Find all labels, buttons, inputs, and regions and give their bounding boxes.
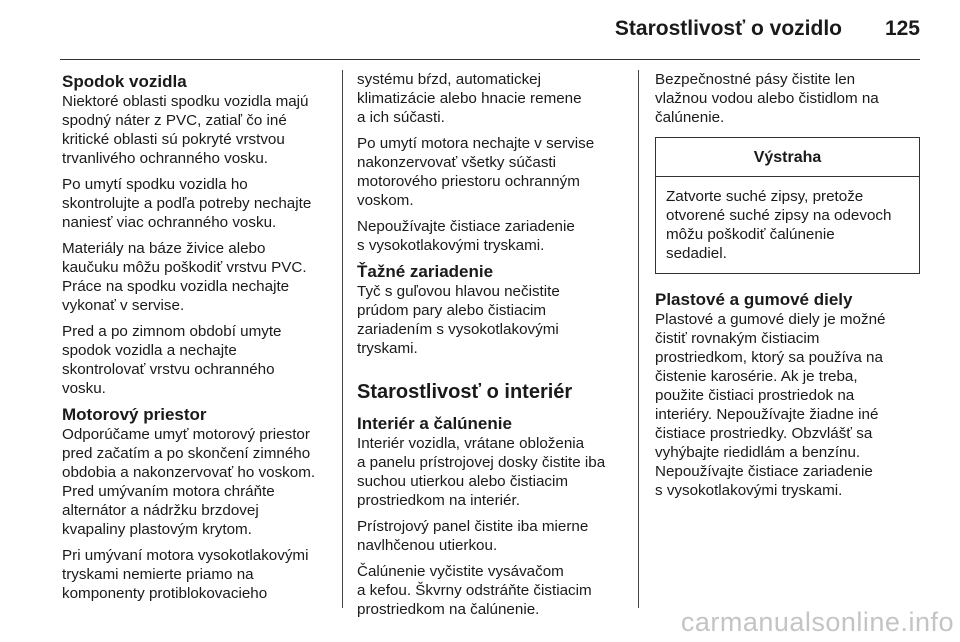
paragraph: Pri umývaní motora vysokotlakovými tryskami nemierte priamo na komponenty protiblokovacieho [62,547,309,602]
paragraph: Po umytí spodku vozidla ho skontrolujte a podľa potreby nechajte naniesť viac ochranného vosku. [62,176,312,231]
section-heading-motor: Motorový priestor [62,405,207,424]
paragraph: Niektoré oblasti spodku vozidla majú spodný náter z PVC, zatiaľ čo iné kritické oblasti sú pokryté vrstvou trvanlivého ochranného vosku. [62,93,309,167]
paragraph: Tyč s guľovou hlavou nečistite prúdom pary alebo čistiacim zariadením s vysokotlakovými tryskami. [357,283,560,357]
paragraph: Materiály na báze živice alebo kaučuku môžu poškodiť vrstvu PVC. Práce na spodku vozidla nechajte vykonať v servise. [62,240,307,314]
page-header [60,0,920,60]
paragraph: Prístrojový panel čistite iba mierne navlhčenou utierkou. [357,518,589,554]
section-heading-plastove: Plastové a gumové diely [655,290,853,309]
page-title: Starostlivosť o vozidlo [614,17,842,40]
paragraph: Odporúčame umyť motorový priestor pred začatím a po skončení zimného obdobia a nakonzervovať ho voskom. Pred umývaním motora chráňte alternátor a nádržku brzdovej kvapaliny plastovým krytom. [62,426,316,538]
column-right [655,70,920,507]
paragraph: Čalúnenie vyčistite vysávačom a kefou. Škvrny odstráňte čistiacim prostriedkom na čalúnenie. [357,563,592,618]
warning-box [655,137,920,274]
warning-text: Zatvorte suché zipsy, pretože otvorené suché zipsy na odevoch môžu poškodiť čalúnenie sedadiel. [666,188,892,262]
warning-title: Výstraha [656,138,919,177]
section-heading-spodok: Spodok vozidla [62,72,187,91]
column-divider [342,70,343,608]
column-left [62,70,332,610]
paragraph: Bezpečnostné pásy čistite len vlažnou vodou alebo čistidlom na čalúnenie. [655,71,879,126]
section-heading-calunenie: Interiér a čalúnenie [357,414,512,433]
paragraph: Po umytí motora nechajte v servise nakonzervovať všetky súčasti motorového priestoru ochranným voskom. [357,135,595,209]
paragraph: Pred a po zimnom období umyte spodok vozidla a nechajte skontrolovať vrstvu ochranného vosku. [62,323,282,397]
paragraph: systému bŕzd, automatickej klimatizácie alebo hnacie remene a ich súčasti. [357,71,582,126]
column-divider [638,70,639,608]
chapter-heading-interier: Starostlivosť o interiér [357,381,573,403]
paragraph: Interiér vozidla, vrátane obloženia a panelu prístrojovej dosky čistite iba suchou utierkou alebo čistiacim prostriedkom na interiér. [357,435,606,509]
paragraph: Nepoužívajte čistiace zariadenie s vysokotlakovými tryskami. [357,218,575,254]
column-middle [357,70,632,626]
page-number: 125 [884,17,920,40]
section-heading-tazne: Ťažné zariadenie [357,262,494,281]
watermark: carmanualsonline.info [680,607,954,637]
paragraph: Plastové a gumové diely je možné čistiť rovnakým čistiacim prostriedkom, ktorý sa používa na čistenie karosérie. Ak je treba, použite čistiaci prostriedok na interiéry. Nepoužívajte žiadne iné čistiace prostriedky. Obzvlášť sa vyhýbajte riedidlám a benzínu. Nepoužívajte čistiace zariadenie s vysokotlakovými tryskami. [655,311,886,499]
